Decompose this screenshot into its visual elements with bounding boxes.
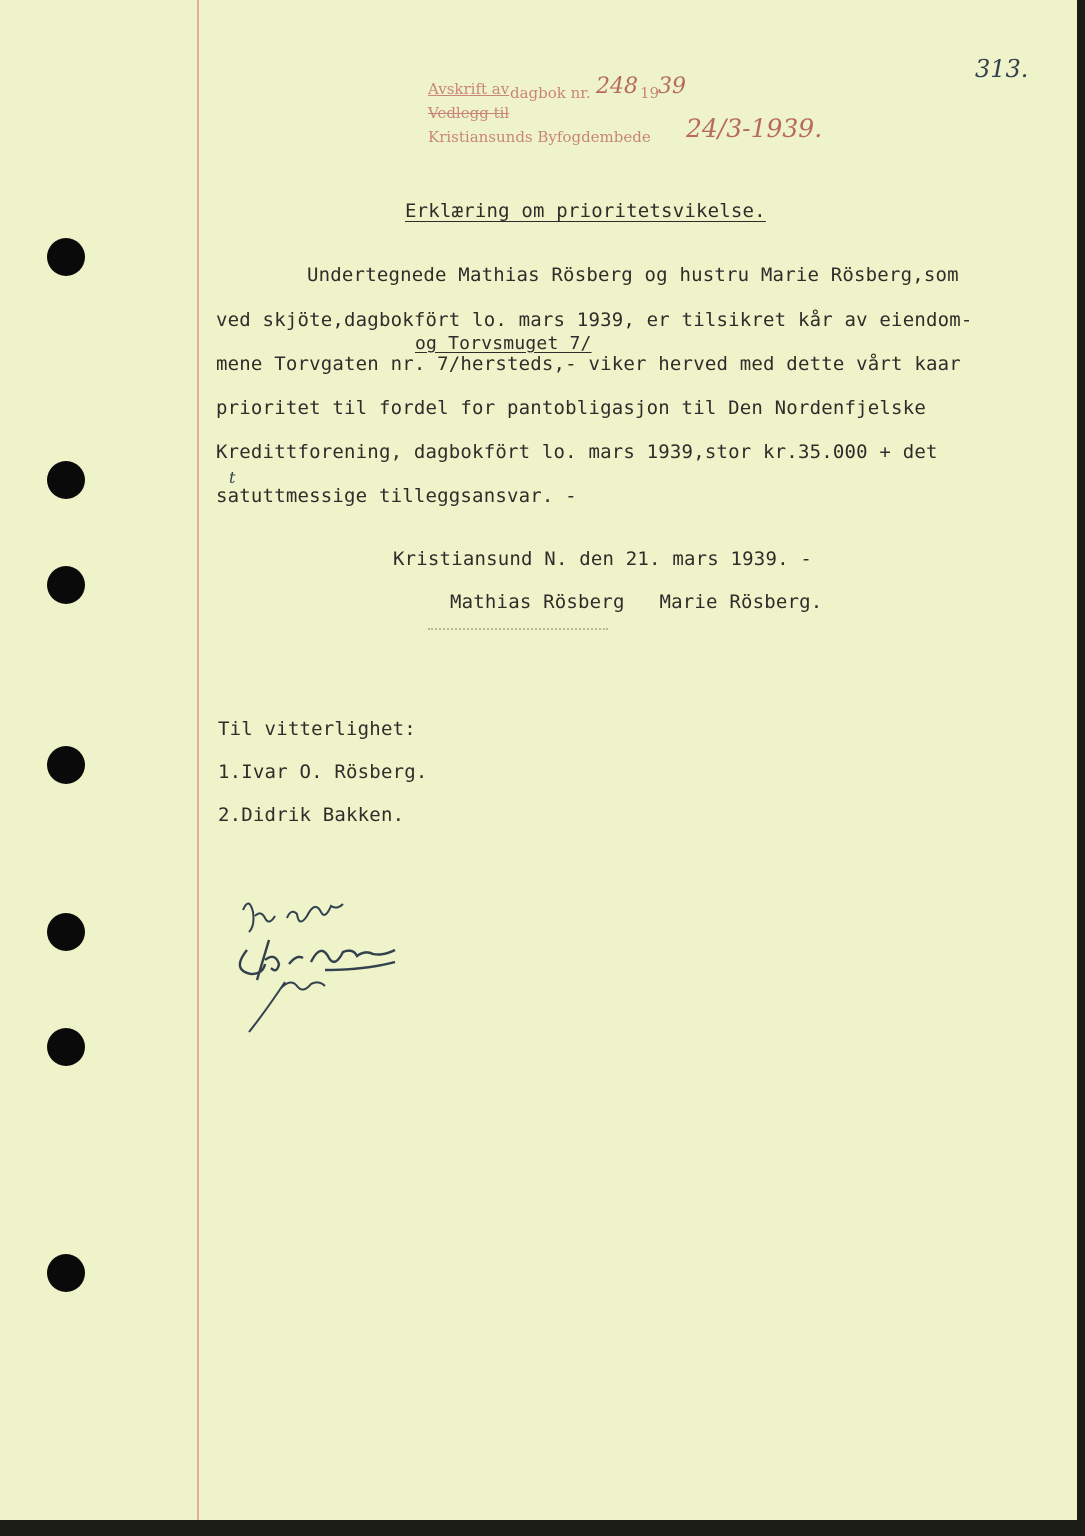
- correction-mark: t: [229, 468, 236, 487]
- handwritten-signature: [225, 890, 425, 1040]
- punch-hole: [47, 461, 85, 499]
- punch-hole: [47, 913, 85, 951]
- stamp-journal-number: 248: [596, 74, 638, 99]
- stamp-court-name: Kristiansunds Byfogdembede: [428, 128, 651, 146]
- punch-hole: [47, 1028, 85, 1066]
- body-line: satuttmessige tilleggsansvar. -: [216, 485, 577, 507]
- margin-line: [197, 0, 199, 1520]
- party-signatures: Mathias Rösberg Marie Rösberg.: [450, 591, 823, 613]
- place-date: Kristiansund N. den 21. mars 1939. -: [393, 548, 813, 570]
- stamp-year-hand: 39: [658, 74, 686, 99]
- stamp-avskrift: Avskrift av: [428, 80, 510, 98]
- punch-hole: [47, 1254, 85, 1292]
- body-line: ved skjöte,dagbokfört lo. mars 1939, er tilsikret kår av eiendom-: [216, 309, 973, 331]
- punch-hole: [47, 566, 85, 604]
- punch-hole: [47, 746, 85, 784]
- scan-edge-bottom: [0, 1520, 1085, 1536]
- scan-edge-right: [1077, 0, 1085, 1536]
- witness-line: 1.Ivar O. Rösberg.: [218, 761, 428, 783]
- dotted-rule: [428, 628, 608, 630]
- punch-hole: [47, 238, 85, 276]
- stamp-year-printed: 19: [640, 84, 660, 102]
- witness-heading: Til vitterlighet:: [218, 718, 416, 740]
- witness-line: 2.Didrik Bakken.: [218, 804, 405, 826]
- body-line: prioritet til fordel for pantobligasjon til Den Nordenfjelske: [216, 397, 926, 419]
- stamp-vedlegg: Vedlegg til: [428, 104, 510, 122]
- page-number: 313.: [975, 55, 1029, 83]
- body-line: Undertegnede Mathias Rösberg og hustru Marie Rösberg,som: [307, 264, 959, 286]
- document-title: Erklæring om prioritetsvikelse.: [405, 200, 766, 222]
- inserted-text: og Torvsmuget 7/: [415, 333, 592, 354]
- body-line: mene Torvgaten nr. 7/hersteds,- viker herved med dette vårt kaar: [216, 353, 961, 375]
- stamp-dagbok-label: dagbok nr.: [510, 84, 591, 102]
- stamp-date-hand: 24/3-1939.: [686, 114, 823, 143]
- body-line: Kredittforening, dagbokfört lo. mars 1939,stor kr.35.000 + det: [216, 441, 938, 463]
